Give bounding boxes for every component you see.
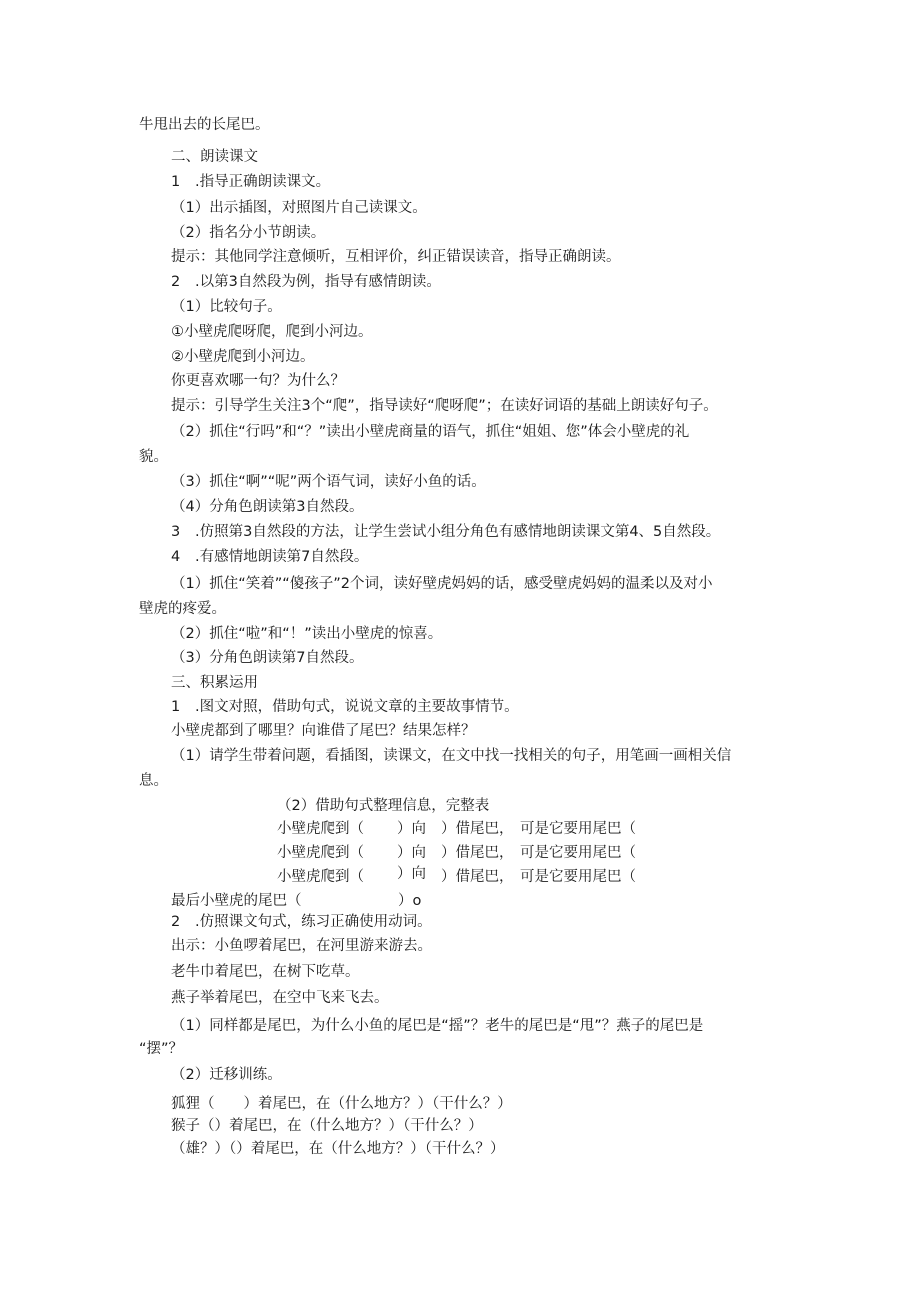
item-text: .仿照课文句式，练习正确使用动词。: [195, 914, 432, 930]
paragraph: （1）抓住“笑着”“傻孩子”2个词，读好壁虎妈妈的话，感受壁虎妈妈的温柔以及对小: [171, 576, 713, 592]
paragraph: （1）比较句子。: [171, 299, 282, 315]
table-row: [0, 892, 920, 910]
paragraph: 提示：引导学生关注3个“爬”，指导读好“爬呀爬”；在读好词语的基础上朗读好句子。: [171, 398, 718, 414]
table-cell: ）向: [397, 821, 426, 837]
table-row: [0, 820, 920, 838]
item-number: 4: [171, 549, 181, 565]
item-number: 1: [171, 174, 181, 190]
paragraph: （2）抓住“啦”和“！”读出小壁虎的惊喜。: [171, 626, 443, 642]
table-cell: 可是它要用尾巴（: [520, 845, 636, 861]
table-cell: ）向: [397, 845, 426, 861]
item-number: 2: [171, 914, 181, 930]
list-item: [171, 523, 720, 541]
item-text: .有感情地朗读第7自然段。: [195, 549, 369, 565]
table-cell: ）o: [398, 893, 422, 909]
paragraph: （3）抓住“啊”“呢”两个语气词，读好小鱼的话。: [171, 474, 486, 490]
paragraph: （1）同样都是尾巴，为什么小鱼的尾巴是“摇”？老牛的尾巴是“甩”？燕子的尾巴是: [171, 1018, 704, 1034]
paragraph: 壁虎的疼爱。: [139, 601, 226, 617]
table-cell: 可是它要用尾巴（: [520, 821, 636, 837]
item-number: 3: [171, 524, 181, 540]
paragraph: 狐狸（ ）着尾巴，在（什么地方？）（干什么？）: [171, 1096, 512, 1112]
paragraph: 燕子举着尾巴，在空中飞来飞去。: [171, 990, 389, 1006]
item-number: 1: [171, 699, 181, 715]
paragraph: （雄？）（）着尾巴，在（什么地方？）（干什么？）: [171, 1141, 505, 1157]
list-item: [171, 913, 432, 931]
item-text: .指导正确朗读课文。: [195, 174, 331, 190]
item-text: .图文对照，借助句式，说说文章的主要故事情节。: [195, 699, 519, 715]
paragraph: （2）抓住“行吗”和“？”读出小壁虎商量的语气，抓住“姐姐、您”体会小壁虎的礼: [171, 424, 690, 440]
list-item: [171, 548, 368, 566]
paragraph: 息。: [139, 773, 168, 789]
table-row: [0, 868, 920, 886]
paragraph: （2）借助句式整理信息，完整表: [277, 798, 490, 814]
paragraph: 牛甩出去的长尾巴。: [139, 117, 270, 133]
paragraph: ①小壁虎爬呀爬，爬到小河边。: [171, 324, 373, 340]
paragraph: （1）出示插图，对照图片自己读课文。: [171, 200, 427, 216]
table-cell: ）向: [397, 866, 426, 882]
section-heading: 二、朗读课文: [171, 149, 258, 165]
paragraph: （3）分角色朗读第7自然段。: [171, 650, 364, 666]
paragraph: （1）请学生带着问题，看插图，读课文，在文中找一找相关的句子，用笔画一画相关信: [171, 748, 732, 764]
item-text: .仿照第3自然段的方法，让学生尝试小组分角色有感情地朗读课文第4、5自然段。: [195, 524, 721, 540]
list-item: [171, 698, 519, 716]
paragraph: 你更喜欢哪一句？为什么？: [171, 373, 345, 389]
table-cell: 最后小壁虎的尾巴（: [171, 893, 302, 909]
paragraph: 猴子（）着尾巴，在（什么地方？）（干什么？）: [171, 1118, 483, 1134]
section-heading: 三、积累运用: [171, 675, 258, 691]
paragraph: 出示：小鱼啰着尾巴，在河里游来游去。: [171, 938, 432, 954]
paragraph: ②小壁虎爬到小河边。: [171, 349, 315, 365]
table-cell: 小壁虎爬到（: [277, 821, 364, 837]
item-text: .以第3自然段为例，指导有感情朗读。: [195, 274, 441, 290]
paragraph: 小壁虎都到了哪里？向谁借了尾巴？结果怎样？: [171, 723, 476, 739]
table-cell: ）借尾巴，: [441, 821, 514, 837]
item-number: 2: [171, 274, 181, 290]
paragraph: （4）分角色朗读第3自然段。: [171, 499, 364, 515]
table-cell: 小壁虎爬到（: [277, 869, 364, 885]
paragraph: （2）指名分小节朗读。: [171, 225, 326, 241]
table-cell: ）借尾巴，: [441, 845, 514, 861]
paragraph: 貌。: [139, 449, 168, 465]
list-item: [171, 273, 441, 291]
table-cell: ）借尾巴，: [441, 869, 514, 885]
paragraph: （2）迁移训练。: [171, 1067, 282, 1083]
paragraph: 提示：其他同学注意倾听，互相评价，纠正错误读音，指导正确朗读。: [171, 249, 621, 265]
paragraph: “摆”？: [139, 1041, 184, 1057]
table-cell: 小壁虎爬到（: [277, 845, 364, 861]
table-cell: 可是它要用尾巴（: [520, 869, 636, 885]
table-row: [0, 844, 920, 862]
paragraph: 老牛巾着尾巴，在树下吃草。: [171, 964, 360, 980]
list-item: [171, 173, 330, 191]
